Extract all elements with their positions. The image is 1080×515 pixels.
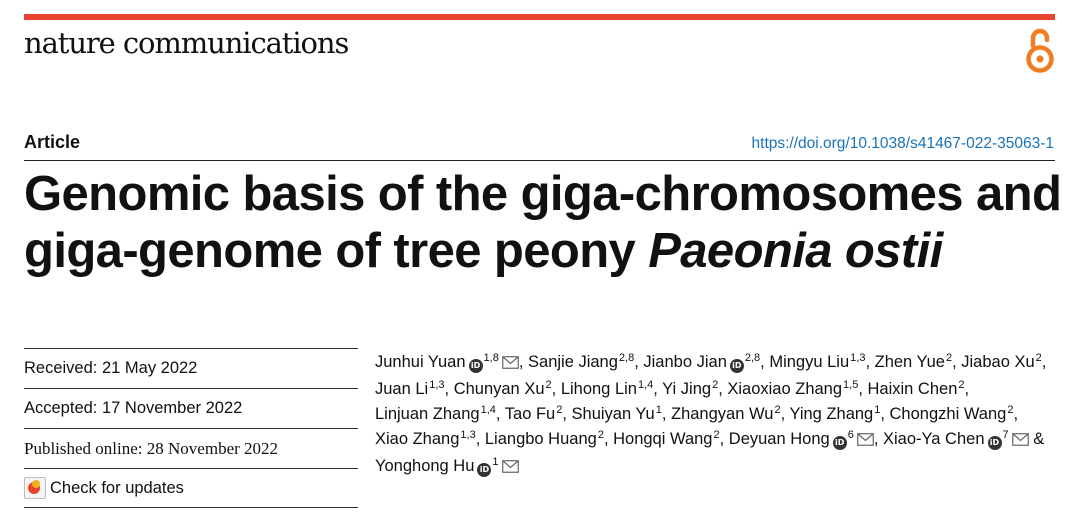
author-affiliation: 2	[945, 352, 953, 364]
author-name[interactable]: Chunyan Xu	[453, 380, 545, 398]
author-affiliation: 1,8	[483, 352, 499, 364]
article-title-species: Paeonia ostii	[648, 224, 943, 278]
author-item	[561, 380, 653, 398]
author-affiliation: 6	[847, 429, 854, 441]
accepted-date: Accepted: 17 November 2022	[24, 388, 358, 428]
check-for-updates-icon	[24, 477, 46, 499]
author-item	[769, 353, 865, 371]
author-affiliation: 1,4	[480, 404, 496, 416]
author-name[interactable]: Haixin Chen	[867, 380, 958, 398]
author-item	[671, 405, 781, 423]
article-title-main: Genomic basis of the giga-chromosomes and giga-genome of tree peony	[24, 167, 1062, 278]
author-affiliation: 1	[874, 404, 881, 416]
author-item	[375, 457, 519, 475]
author-affiliation: 1,5	[843, 379, 859, 391]
author-item	[662, 380, 718, 398]
author-affiliation: 2,8	[744, 352, 761, 364]
author-name[interactable]: Ying Zhang	[789, 405, 874, 423]
author-name[interactable]: Xiao-Ya Chen	[882, 430, 985, 448]
author-name[interactable]: Sanjie Jiang	[528, 353, 618, 371]
author-item	[961, 353, 1042, 371]
author-name[interactable]: Jiabao Xu	[961, 353, 1035, 371]
author-item	[375, 405, 496, 423]
open-access-lock-icon	[1024, 26, 1056, 74]
author-affiliation: 2	[774, 404, 781, 416]
article-type-label: Article	[24, 132, 81, 152]
check-for-updates-label: Check for updates	[50, 478, 184, 497]
author-name[interactable]: Liangbo Huang	[484, 430, 597, 448]
article-title	[24, 166, 1064, 280]
author-affiliation: 1,3	[429, 379, 445, 391]
author-affiliation: 2	[556, 404, 563, 416]
author-name[interactable]: Yi Jing	[662, 380, 712, 398]
author-item	[375, 380, 445, 398]
orcid-icon[interactable]: iD	[730, 359, 744, 373]
author-name[interactable]: Hongqi Wang	[613, 430, 713, 448]
author-name[interactable]: Zhangyan Wu	[671, 405, 774, 423]
email-icon[interactable]	[857, 429, 874, 454]
author-item	[613, 430, 720, 448]
email-icon[interactable]	[502, 352, 519, 377]
author-name[interactable]: Zhen Yue	[874, 353, 945, 371]
author-affiliation: 2,8	[618, 352, 635, 364]
author-item	[528, 353, 634, 371]
header-divider	[24, 160, 1055, 161]
journal-name[interactable]: nature communications	[24, 26, 349, 60]
author-name[interactable]: Yonghong Hu	[375, 457, 475, 475]
author-affiliation: 1	[492, 456, 499, 468]
email-icon[interactable]	[1012, 429, 1029, 454]
author-name[interactable]: Chongzhi Wang	[889, 405, 1007, 423]
author-item	[868, 380, 965, 398]
author-affiliation: 1	[655, 404, 662, 416]
author-name[interactable]: Mingyu Liu	[769, 353, 850, 371]
author-item	[875, 353, 952, 371]
author-item	[375, 430, 476, 448]
orcid-icon[interactable]: iD	[833, 436, 847, 450]
author-affiliation: 1,3	[460, 429, 476, 441]
author-name[interactable]: Tao Fu	[504, 405, 556, 423]
author-affiliation: 2	[597, 429, 604, 441]
author-item	[789, 405, 880, 423]
author-name[interactable]: Junhui Yuan	[375, 353, 466, 371]
author-name[interactable]: Xiao Zhang	[375, 430, 460, 448]
author-affiliation: 2	[712, 379, 719, 391]
author-item	[572, 405, 662, 423]
author-name[interactable]: Deyuan Hong	[728, 430, 830, 448]
author-affiliation: 2	[1035, 352, 1042, 364]
doi-link[interactable]: https://doi.org/10.1038/s41467-022-35063-1	[751, 135, 1054, 152]
author-affiliation: 7	[1002, 429, 1009, 441]
orcid-icon[interactable]: iD	[477, 463, 491, 477]
author-affiliation: 2	[545, 379, 552, 391]
author-affiliation: 2	[713, 429, 720, 441]
published-date: Published online: 28 November 2022	[24, 428, 358, 468]
author-item	[505, 405, 563, 423]
author-affiliation: 2	[1007, 404, 1014, 416]
author-name[interactable]: Juan Li	[375, 380, 429, 398]
author-item	[883, 430, 1029, 448]
author-affiliation: 1,4	[637, 379, 654, 391]
author-name[interactable]: Shuiyan Yu	[571, 405, 655, 423]
author-list: Junhui Yuan iD$^{1,8}$ , Sanjie Jiang$^{2,8}$, Jianbo Jian iD$^{2,8}$, Mingyu Liu$^{1,3}$, Zhen Yue$^2$, Jiabao Xu$^2$, Juan Li$^{1,3}$, Chunyan Xu$^2$, Lihong Lin$^{1,4}$, Yi Jing$^2$, Xiaoxiao Zhang$^{1,5}$, Haixin Chen$^2$, Linjuan Zhang$^{1,4}$, Tao Fu$^2$, Shuiyan Yu$^1$, Zhangyan Wu$^2$, Ying Zhang$^1$, Chongzhi Wang$^2$, Xiao Zhang$^{1,3}$, Liangbo Huang$^2$, Hongqi Wang$^2$, Deyuan Hong $iD^6$ , Xiao-Ya Chen $iD^7$ & Yonghong Hu $iD^1$	[375, 350, 1065, 481]
orcid-icon[interactable]: iD	[469, 359, 483, 373]
author-name[interactable]: Xiaoxiao Zhang	[727, 380, 843, 398]
author-name[interactable]: Linjuan Zhang	[375, 405, 480, 423]
author-item	[729, 430, 874, 448]
orcid-icon[interactable]: iD	[988, 436, 1002, 450]
check-for-updates-button[interactable]	[24, 468, 358, 508]
email-icon[interactable]	[502, 456, 519, 481]
author-affiliation: 1,3	[850, 352, 866, 364]
author-item	[727, 380, 858, 398]
journal-brand-bar	[24, 14, 1055, 20]
author-name[interactable]: Lihong Lin	[560, 380, 637, 398]
author-item	[890, 405, 1014, 423]
author-affiliation: 2	[958, 379, 965, 391]
author-item	[375, 353, 519, 371]
author-item	[643, 353, 760, 371]
author-name[interactable]: Jianbo Jian	[643, 353, 727, 371]
author-item	[485, 430, 604, 448]
received-date: Received: 21 May 2022	[24, 348, 358, 388]
author-item	[454, 380, 552, 398]
